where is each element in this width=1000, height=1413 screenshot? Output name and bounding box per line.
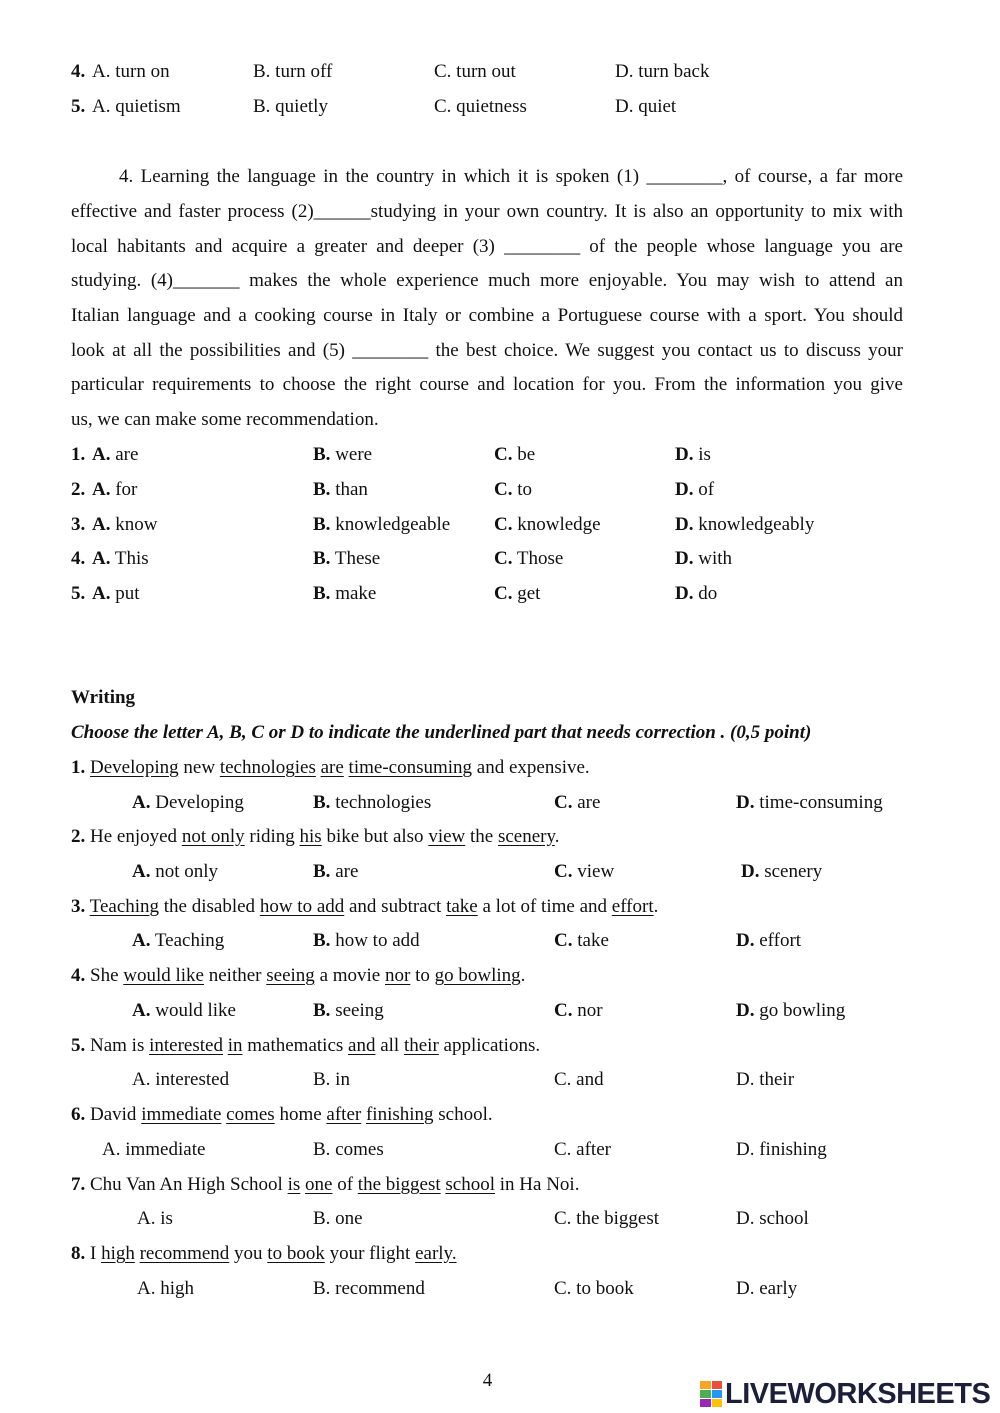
- option-c[interactable]: C. after: [554, 1139, 611, 1160]
- underlined-part: are: [320, 757, 344, 778]
- option-letter: B.: [313, 548, 331, 569]
- option-d[interactable]: D. early: [736, 1278, 798, 1299]
- option-text: know: [115, 514, 158, 535]
- option-text: to: [517, 479, 533, 500]
- option-letter: B.: [313, 479, 331, 500]
- option-text: make: [335, 583, 377, 604]
- sentence-text: David: [90, 1104, 142, 1125]
- option-text: are: [115, 444, 139, 465]
- question-sentence: [71, 897, 658, 916]
- option-letter: D.: [736, 1000, 755, 1021]
- option-text: seeing: [335, 1000, 384, 1021]
- option-text: are: [335, 861, 359, 882]
- option-c[interactable]: C. the biggest: [554, 1208, 660, 1229]
- sentence-text: you: [229, 1243, 268, 1264]
- option-letter: D.: [675, 514, 694, 535]
- option-letter: D.: [736, 930, 755, 951]
- option-letter: A.: [132, 861, 151, 882]
- underlined-part: would like: [123, 965, 204, 986]
- option-d[interactable]: D. their: [736, 1069, 795, 1090]
- option-letter: C.: [554, 792, 573, 813]
- option-d[interactable]: D. school: [736, 1208, 809, 1229]
- underlined-part: how to add: [259, 896, 345, 917]
- underlined-part: recommend: [139, 1243, 230, 1264]
- option-c[interactable]: [494, 480, 532, 499]
- option-letter: B.: [313, 1000, 331, 1021]
- sentence-text: and expensive.: [472, 757, 590, 778]
- passage-line: local habitants and acquire a greater and deeper (3) ________ of the people whose language you are: [71, 236, 903, 257]
- option-a[interactable]: [132, 862, 218, 881]
- sentence-text: of: [332, 1174, 358, 1195]
- underlined-part: interested: [149, 1035, 223, 1056]
- option-b[interactable]: [313, 445, 372, 464]
- option-d[interactable]: [675, 584, 717, 603]
- sentence-text: your flight: [324, 1243, 416, 1264]
- option-b[interactable]: B. comes: [313, 1139, 384, 1160]
- option-text: would like: [155, 1000, 236, 1021]
- option-a[interactable]: [92, 480, 137, 499]
- option-b[interactable]: [313, 480, 368, 499]
- option-a[interactable]: A. interested: [132, 1069, 230, 1090]
- underlined-part: Teaching: [89, 896, 160, 917]
- option-a[interactable]: [132, 931, 224, 950]
- question-number: 3.: [71, 514, 86, 535]
- option-c[interactable]: C. turn out: [434, 61, 516, 82]
- question-number: 1.: [71, 757, 86, 778]
- question-number: 8.: [71, 1243, 86, 1264]
- sentence-text: a lot of time and: [477, 896, 612, 917]
- option-letter: D.: [675, 444, 694, 465]
- page-number: 4: [482, 1370, 493, 1391]
- sentence-text: a movie: [314, 965, 385, 986]
- option-text: nor: [577, 1000, 603, 1021]
- question-sentence: [71, 1105, 493, 1124]
- option-d[interactable]: [736, 793, 883, 812]
- passage-line: particular requirements to choose the right course and location for you. From the information you give: [71, 374, 903, 395]
- option-b[interactable]: [313, 931, 420, 950]
- sentence-text: She: [90, 965, 124, 986]
- option-b[interactable]: [313, 549, 380, 568]
- question-number: 2.: [71, 826, 86, 847]
- option-letter: B.: [313, 583, 331, 604]
- option-text: take: [577, 930, 609, 951]
- option-text: is: [698, 444, 711, 465]
- underlined-part: go bowling: [434, 965, 521, 986]
- option-a[interactable]: [132, 1001, 236, 1020]
- option-b[interactable]: B. in: [313, 1069, 350, 1090]
- passage-line: studying. (4)_______ makes the whole experience much more enjoyable. You may wish to attend an: [71, 270, 903, 291]
- question-sentence: [71, 1036, 540, 1055]
- section-title: Writing: [71, 687, 136, 708]
- option-c[interactable]: [554, 931, 609, 950]
- question-sentence: [71, 758, 590, 777]
- option-c[interactable]: [494, 584, 540, 603]
- option-text: knowledge: [517, 514, 601, 535]
- sentence-text: the disabled: [159, 896, 260, 917]
- option-b[interactable]: [313, 793, 431, 812]
- option-d[interactable]: [675, 445, 711, 464]
- option-c[interactable]: [494, 515, 601, 534]
- logo-square: [712, 1390, 723, 1398]
- option-text: Developing: [155, 792, 244, 813]
- option-letter: C.: [494, 583, 513, 604]
- question-sentence: [71, 827, 560, 846]
- question-number: 7.: [71, 1174, 86, 1195]
- option-letter: D.: [736, 792, 755, 813]
- option-text: not only: [155, 861, 219, 882]
- question-number: 5.: [71, 96, 86, 117]
- underlined-part: high: [101, 1243, 135, 1264]
- passage-line: Italian language and a cooking course in Italy or combine a Portuguese course with a sport. You should: [71, 305, 903, 326]
- option-text: Those: [516, 548, 564, 569]
- sentence-text: and subtract: [344, 896, 447, 917]
- underlined-part: is: [287, 1174, 301, 1195]
- option-c[interactable]: [554, 1001, 603, 1020]
- option-text: than: [335, 479, 368, 500]
- option-text: get: [517, 583, 541, 604]
- option-letter: D.: [675, 548, 694, 569]
- sentence-text: to: [410, 965, 435, 986]
- option-letter: B.: [313, 792, 331, 813]
- sentence-text: .: [653, 896, 659, 917]
- option-text: knowledgeably: [698, 514, 815, 535]
- underlined-part: in: [227, 1035, 243, 1056]
- sentence-text: .: [554, 826, 560, 847]
- underlined-part: after: [326, 1104, 362, 1125]
- option-c[interactable]: C. to book: [554, 1278, 634, 1299]
- question-number: 4.: [71, 61, 86, 82]
- question-number: 4.: [71, 548, 86, 569]
- option-b[interactable]: [313, 515, 450, 534]
- option-c[interactable]: [494, 445, 535, 464]
- instruction: Choose the letter A, B, C or D to indicate the underlined part that needs correction . (0,5 point): [71, 722, 812, 743]
- option-text: be: [517, 444, 536, 465]
- sentence-text: mathematics: [242, 1035, 349, 1056]
- question-sentence: [71, 966, 525, 985]
- underlined-part: one: [305, 1174, 333, 1195]
- underlined-part: scenery: [497, 826, 555, 847]
- option-text: effort: [759, 930, 802, 951]
- option-b[interactable]: [313, 584, 376, 603]
- option-a[interactable]: [92, 549, 149, 568]
- logo-square: [700, 1390, 711, 1398]
- logo-text: LIVEWORKSHEETS: [725, 1377, 991, 1410]
- sentence-text: new: [178, 757, 220, 778]
- option-b[interactable]: B. one: [313, 1208, 363, 1229]
- option-a[interactable]: [92, 584, 140, 603]
- logo-square: [700, 1381, 711, 1389]
- sentence-text: riding: [244, 826, 300, 847]
- option-letter: A.: [92, 548, 111, 569]
- option-letter: A.: [92, 583, 111, 604]
- sentence-text: I: [90, 1243, 102, 1264]
- option-text: scenery: [764, 861, 823, 882]
- underlined-part: the biggest: [357, 1174, 441, 1195]
- option-text: go bowling: [759, 1000, 846, 1021]
- underlined-part: effort: [611, 896, 654, 917]
- logo-square: [712, 1399, 723, 1407]
- option-text: do: [698, 583, 718, 604]
- sentence-text: applications.: [438, 1035, 541, 1056]
- option-letter: C.: [554, 1000, 573, 1021]
- option-c[interactable]: [494, 549, 563, 568]
- passage-line: us, we can make some recommendation.: [71, 409, 379, 430]
- underlined-part: immediate: [141, 1104, 222, 1125]
- option-d[interactable]: [736, 1001, 845, 1020]
- sentence-text: bike but also: [321, 826, 429, 847]
- question-sentence: [71, 1175, 579, 1194]
- option-c[interactable]: C. quietness: [434, 96, 527, 117]
- underlined-part: his: [299, 826, 322, 847]
- option-a[interactable]: A. quietism: [92, 96, 181, 117]
- option-text: with: [698, 548, 733, 569]
- underlined-part: their: [403, 1035, 439, 1056]
- option-letter: A.: [92, 479, 111, 500]
- underlined-part: comes: [226, 1104, 275, 1125]
- option-d[interactable]: [741, 862, 822, 881]
- option-letter: D.: [675, 583, 694, 604]
- option-letter: A.: [92, 514, 111, 535]
- sentence-text: neither: [204, 965, 267, 986]
- option-letter: C.: [494, 548, 513, 569]
- underlined-part: Developing: [90, 757, 179, 778]
- option-d[interactable]: D. turn back: [615, 61, 710, 82]
- option-d[interactable]: [736, 931, 801, 950]
- option-letter: B.: [313, 444, 331, 465]
- option-letter: A.: [132, 1000, 151, 1021]
- option-b[interactable]: B. recommend: [313, 1278, 425, 1299]
- logo-square: [700, 1399, 711, 1407]
- underlined-part: early.: [415, 1243, 457, 1264]
- option-text: Teaching: [154, 930, 225, 951]
- question-number: 5.: [71, 583, 86, 604]
- option-a[interactable]: A. high: [137, 1278, 194, 1299]
- option-d[interactable]: D. quiet: [615, 96, 677, 117]
- sentence-text: .: [520, 965, 526, 986]
- question-sentence: [71, 1244, 457, 1263]
- option-letter: A.: [132, 792, 151, 813]
- option-b[interactable]: [313, 862, 358, 881]
- option-letter: B.: [313, 861, 331, 882]
- logo-square: [712, 1381, 723, 1389]
- underlined-part: time-consuming: [348, 757, 473, 778]
- option-a[interactable]: A. immediate: [102, 1139, 206, 1160]
- option-letter: D.: [741, 861, 760, 882]
- option-text: view: [577, 861, 615, 882]
- option-d[interactable]: [675, 549, 732, 568]
- sentence-text: Chu Van An High School: [90, 1174, 288, 1195]
- option-letter: C.: [494, 514, 513, 535]
- sentence-text: all: [375, 1035, 404, 1056]
- option-a[interactable]: A. is: [137, 1208, 173, 1229]
- passage-line: look at all the possibilities and (5) ________ the best choice. We suggest you contact us to discuss your: [71, 340, 903, 361]
- underlined-part: school: [445, 1174, 496, 1195]
- option-b[interactable]: B. turn off: [253, 61, 333, 82]
- underlined-part: to book: [267, 1243, 325, 1264]
- option-d[interactable]: [675, 480, 714, 499]
- option-a[interactable]: [92, 445, 138, 464]
- option-letter: B.: [313, 514, 331, 535]
- underlined-part: technologies: [219, 757, 316, 778]
- question-number: 2.: [71, 479, 86, 500]
- option-text: are: [577, 792, 601, 813]
- question-number: 4.: [71, 965, 86, 986]
- sentence-text: the: [465, 826, 498, 847]
- option-text: time-consuming: [759, 792, 883, 813]
- option-d[interactable]: [675, 515, 814, 534]
- sentence-text: Nam is: [90, 1035, 150, 1056]
- underlined-part: view: [428, 826, 466, 847]
- liveworksheets-icon: [700, 1381, 722, 1407]
- option-c[interactable]: [554, 862, 614, 881]
- question-number: 6.: [71, 1104, 86, 1125]
- sentence-text: in Ha Noi.: [495, 1174, 580, 1195]
- option-letter: B.: [313, 930, 331, 951]
- option-letter: C.: [554, 861, 573, 882]
- option-a[interactable]: [132, 793, 244, 812]
- option-letter: C.: [494, 479, 513, 500]
- option-a[interactable]: A. turn on: [92, 61, 170, 82]
- underlined-part: finishing: [365, 1104, 434, 1125]
- option-letter: A.: [132, 930, 151, 951]
- option-c[interactable]: C. and: [554, 1069, 604, 1090]
- option-b[interactable]: [313, 1001, 384, 1020]
- underlined-part: take: [446, 896, 478, 917]
- passage-line: effective and faster process (2)______studying in your own country. It is also an opportunity to mix with: [71, 201, 903, 222]
- passage-line: 4. Learning the language in the country in which it is spoken (1) ________, of course, a far more: [119, 166, 903, 187]
- option-text: put: [115, 583, 140, 604]
- option-text: of: [698, 479, 715, 500]
- underlined-part: not only: [181, 826, 245, 847]
- option-b[interactable]: B. quietly: [253, 96, 328, 117]
- option-text: how to add: [335, 930, 420, 951]
- underlined-part: seeing: [266, 965, 315, 986]
- underlined-part: nor: [385, 965, 411, 986]
- option-text: knowledgeable: [335, 514, 451, 535]
- liveworksheets-logo: [700, 1378, 990, 1410]
- option-letter: A.: [92, 444, 111, 465]
- sentence-text: He enjoyed: [90, 826, 182, 847]
- option-letter: C.: [554, 930, 573, 951]
- option-text: technologies: [335, 792, 432, 813]
- option-text: This: [114, 548, 149, 569]
- question-number: 1.: [71, 444, 86, 465]
- option-letter: D.: [675, 479, 694, 500]
- sentence-text: home: [274, 1104, 327, 1125]
- option-text: were: [335, 444, 373, 465]
- question-number: 5.: [71, 1035, 86, 1056]
- option-a[interactable]: [92, 515, 157, 534]
- sentence-text: school.: [433, 1104, 493, 1125]
- option-letter: C.: [494, 444, 513, 465]
- underlined-part: and: [348, 1035, 376, 1056]
- option-d[interactable]: D. finishing: [736, 1139, 827, 1160]
- option-text: for: [115, 479, 138, 500]
- option-text: These: [334, 548, 381, 569]
- question-number: 3.: [71, 896, 86, 917]
- option-c[interactable]: [554, 793, 600, 812]
